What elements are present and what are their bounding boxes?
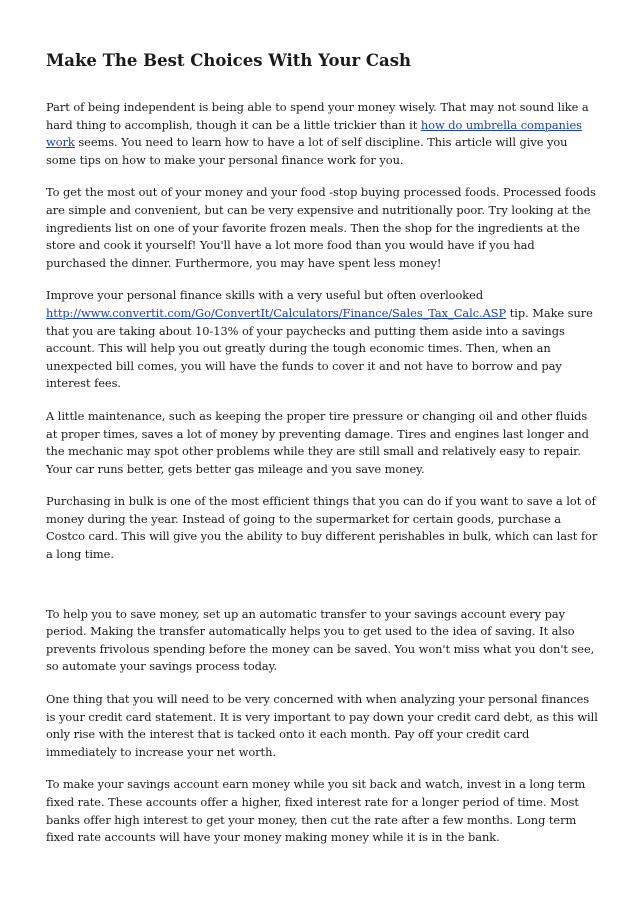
paragraph-6: To help you to save money, set up an automatic transfer to your savings account every pay period. Making the transfer automatically helps you to get used to the idea of saving. It also prevents frivolous spending before the money can be saved. You won't miss what you don't see, so automate your savings process today. [46, 606, 595, 674]
sales-tax-calc-link[interactable]: http://www.convertit.com/Go/ConvertIt/Calculators/Finance/Sales_Tax_Calc.ASP [46, 305, 507, 320]
paragraph-7: One thing that you will need to be very concerned with when analyzing your personal finances is your credit card statement. It is very important to pay down your credit card debt, as this will only rise with the interest that is tacked onto it each month. Pay off your credit card immediately to increase your net worth. [46, 692, 598, 759]
paragraph-3 [46, 287, 598, 393]
paragraph-2: To get the most out of your money and your food -stop buying processed foods. Processed foods are simple and convenient, but can be very expensive and nutritionally poor. Try looking at the ingredients list on one of your favorite frozen meals. Then the shop for the ingredients at the store and cook it yourself! You'll have a lot more food than you would have if you had purchased the dinner. Furthermore, you may have spent less money! [46, 185, 596, 270]
paragraph-3-text-after: tip. Make sure that you are taking about 10-13% of your paychecks and putting them aside into a savings account. This will help you out greatly during the tough economic times. Then, when an unexpected bill comes, you will have the funds to cover it and not have to borrow and pay interest fees. [46, 305, 593, 391]
umbrella-companies-link[interactable]: how do umbrella companies work [46, 117, 582, 150]
paragraph-1-text-before: Part of being independent is being able to spend your money wisely. That may not sound like a hard thing to accomplish, though it can be a little trickier than it [46, 100, 589, 132]
paragraph-4: A little maintenance, such as keeping the proper tire pressure or changing oil and other fluids at proper times, saves a lot of money by preventing damage. Tires and engines last longer and the mechanic may spot other problems while they are still small and relatively easy to repair. Your car runs better, gets better gas mileage and you save money. [46, 408, 589, 476]
paragraph-1-text-after: seems. You need to learn how to have a lot of self discipline. This article will give you some tips on how to make your personal finance work for you. [46, 135, 568, 167]
paragraph-8: To make your savings account earn money while you sit back and watch, invest in a long term fixed rate. These accounts offer a higher, fixed interest rate for a longer period of time. Most banks offer high interest to get your money, then cut the rate after a few months. Long term fixed rate accounts will have your money making money while it is in the bank. [46, 777, 586, 845]
document-title: Make The Best Choices With Your Cash [46, 51, 411, 70]
paragraph-1 [46, 99, 598, 169]
paragraph-5: Purchasing in bulk is one of the most efficient things that you can do if you want to save a lot of money during the year. Instead of going to the supermarket for certain goods, purchase a Costco card. This will give you the ability to buy different perishables in bulk, which can last for a long time. [46, 494, 598, 562]
paragraph-3-text-before: Improve your personal finance skills with a very useful but often overlooked [46, 288, 484, 303]
document-page [46, 50, 598, 862]
